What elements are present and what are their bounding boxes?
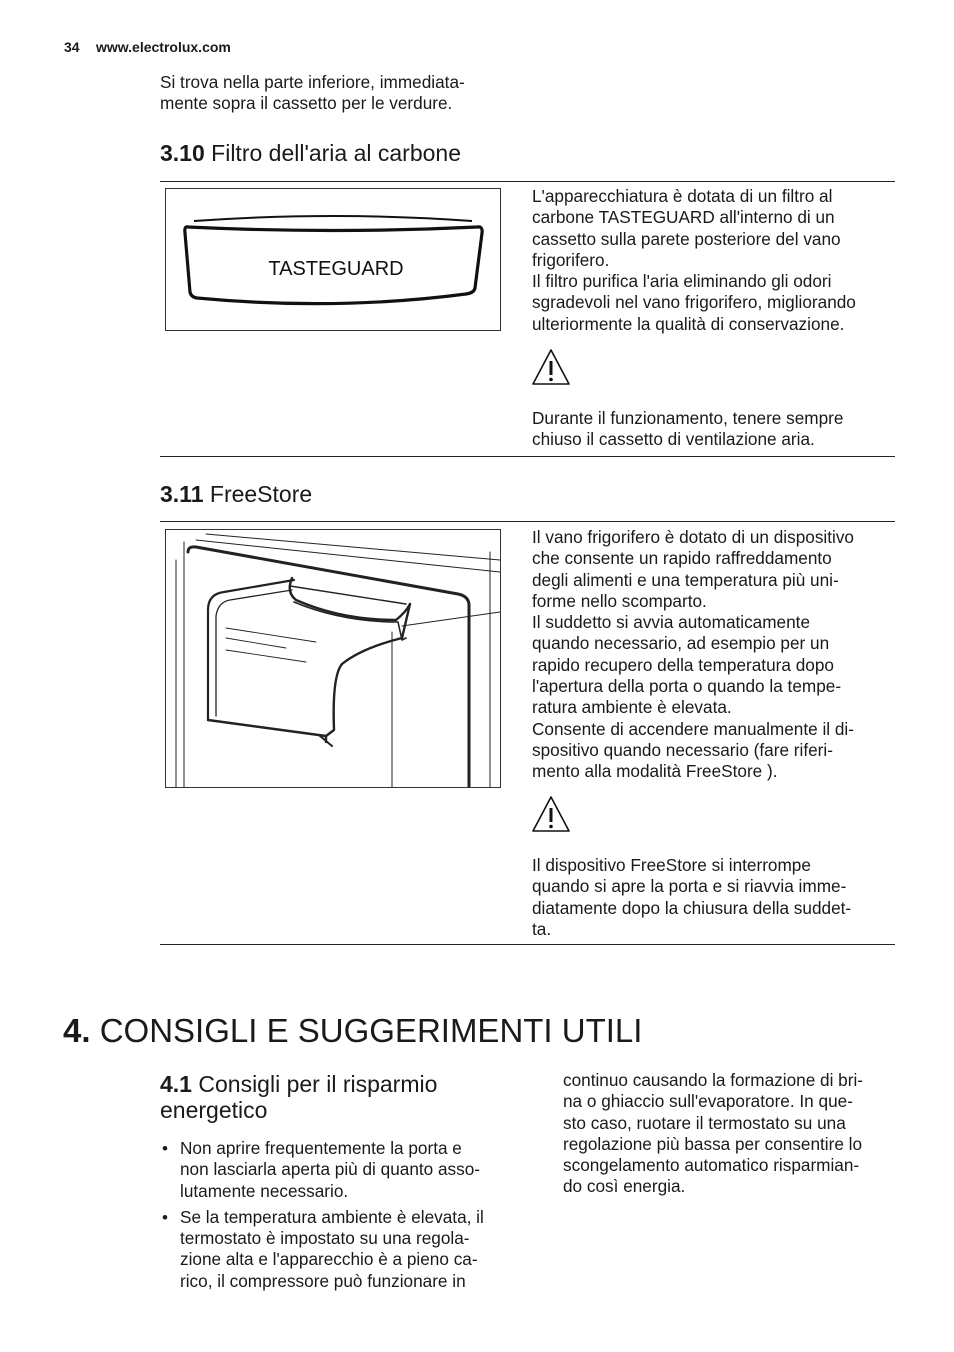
- text-line: rico, il compressore può funzionare in: [180, 1270, 466, 1291]
- text-line: ratura ambiente è elevata.: [532, 697, 732, 718]
- section-title-text: Filtro dell'aria al carbone: [211, 140, 462, 166]
- text-line: ulteriormente la qualità di conservazione.: [532, 313, 845, 334]
- section-3-10-title: [160, 139, 461, 167]
- text-line: chiuso il cassetto di ventilazione aria.: [532, 429, 815, 450]
- text-line: sto caso, ruotare il termostato su una: [563, 1112, 846, 1133]
- text-line: cassetto sulla parete posteriore del vano: [532, 228, 841, 249]
- text-line: mente sopra il cassetto per le verdure.: [160, 93, 453, 114]
- section-divider: [160, 521, 895, 522]
- text-line: quando necessario, ad esempio per un: [532, 633, 830, 654]
- section-number: 3.10: [160, 140, 205, 166]
- text-line: mento alla modalità FreeStore ).: [532, 761, 778, 782]
- text-line: na o ghiaccio sull'evaporatore. In que-: [563, 1091, 853, 1112]
- text-line: L'apparecchiatura è dotata di un filtro al: [532, 186, 833, 206]
- page-number: 34: [64, 39, 80, 55]
- text-line: Non aprire frequentemente la porta e: [180, 1138, 462, 1158]
- text-line: zione alta e l'apparecchio è a pieno ca-: [180, 1249, 478, 1270]
- text-line: Consente di accendere manualmente il di-: [532, 718, 854, 739]
- tasteguard-drawer-illustration: [166, 189, 500, 330]
- text-line: diatamente dopo la chiusura della suddet-: [532, 897, 852, 918]
- text-line: sgradevoli nel vano frigorifero, migliorando: [532, 292, 856, 313]
- text-line: che consente un rapido raffreddamento: [532, 548, 832, 569]
- text-line: frigorifero.: [532, 249, 610, 270]
- text-line: regolazione più bassa per consentire lo: [563, 1133, 863, 1154]
- text-line: do così energia.: [563, 1176, 686, 1197]
- bullet-icon: •: [162, 1139, 168, 1158]
- text-line: degli alimenti e una temperatura più uni-: [532, 569, 839, 590]
- text-line: continuo causando la formazione di bri-: [563, 1070, 864, 1090]
- text-line: Il suddetto si avvia automaticamente: [532, 612, 811, 633]
- text-line: l'apertura della porta o quando la tempe-: [532, 676, 842, 697]
- energy-tips-list: [160, 1138, 520, 1292]
- section-title-text: FreeStore: [209, 481, 313, 507]
- section-title-text: energetico: [160, 1097, 268, 1123]
- warning-triangle-icon: [531, 795, 571, 838]
- text-line: carbone TASTEGUARD all'interno di un: [532, 207, 835, 228]
- text-line: ta.: [532, 918, 552, 939]
- chapter-title-text: CONSIGLI E SUGGERIMENTI UTILI: [99, 1012, 643, 1049]
- section-4-1-title: [160, 1071, 437, 1123]
- chapter-number: 4.: [63, 1012, 91, 1049]
- text-line: termostato è impostato su una regola-: [180, 1228, 470, 1249]
- section-3-11-warning: [532, 855, 851, 940]
- section-divider: [160, 944, 895, 945]
- freestore-device-illustration: [166, 530, 500, 787]
- text-line: spositivo quando necessario (fare riferi-: [532, 739, 833, 760]
- text-line: quando si apre la porta e si riavvia imme-: [532, 876, 847, 897]
- section-number: 3.11: [160, 481, 204, 507]
- bullet-icon: •: [162, 1207, 168, 1227]
- warning-triangle-icon: [531, 348, 571, 391]
- section-3-11-title: [160, 480, 312, 508]
- list-item: [160, 1207, 520, 1292]
- text-line: Durante il funzionamento, tenere sempre: [532, 408, 844, 428]
- list-item: [160, 1138, 520, 1202]
- section-3-10-body: [532, 186, 856, 335]
- section-3-11-body: [532, 527, 854, 783]
- text-line: Si trova nella parte inferiore, immediata-: [160, 72, 465, 92]
- intro-paragraph: [160, 72, 465, 115]
- text-line: Il vano frigorifero è dotato di un dispositivo: [532, 527, 854, 547]
- website-url: www.electrolux.com: [96, 39, 231, 55]
- section-title-text: Consigli per il risparmio: [198, 1071, 438, 1097]
- freestore-figure: [165, 529, 501, 788]
- tasteguard-label: TASTEGUARD: [268, 258, 404, 280]
- text-line: Il dispositivo FreeStore si interrompe: [532, 855, 811, 875]
- tasteguard-figure: [165, 188, 501, 331]
- text-line: non lasciarla aperta più di quanto asso-: [180, 1159, 481, 1180]
- section-4-1-continuation: [563, 1070, 863, 1198]
- text-line: scongelamento automatico risparmian-: [563, 1155, 860, 1176]
- text-line: Il filtro purifica l'aria eliminando gli odori: [532, 271, 832, 292]
- text-line: forme nello scomparto.: [532, 590, 707, 611]
- chapter-4-title: [63, 1012, 642, 1050]
- section-divider: [160, 456, 895, 457]
- text-line: Se la temperatura ambiente è elevata, il: [180, 1206, 484, 1227]
- section-3-10-warning: [532, 408, 843, 451]
- text-line: lutamente necessario.: [180, 1180, 349, 1201]
- section-divider: [160, 181, 895, 182]
- section-number: 4.1: [160, 1071, 192, 1097]
- text-line: rapido recupero della temperatura dopo: [532, 654, 834, 675]
